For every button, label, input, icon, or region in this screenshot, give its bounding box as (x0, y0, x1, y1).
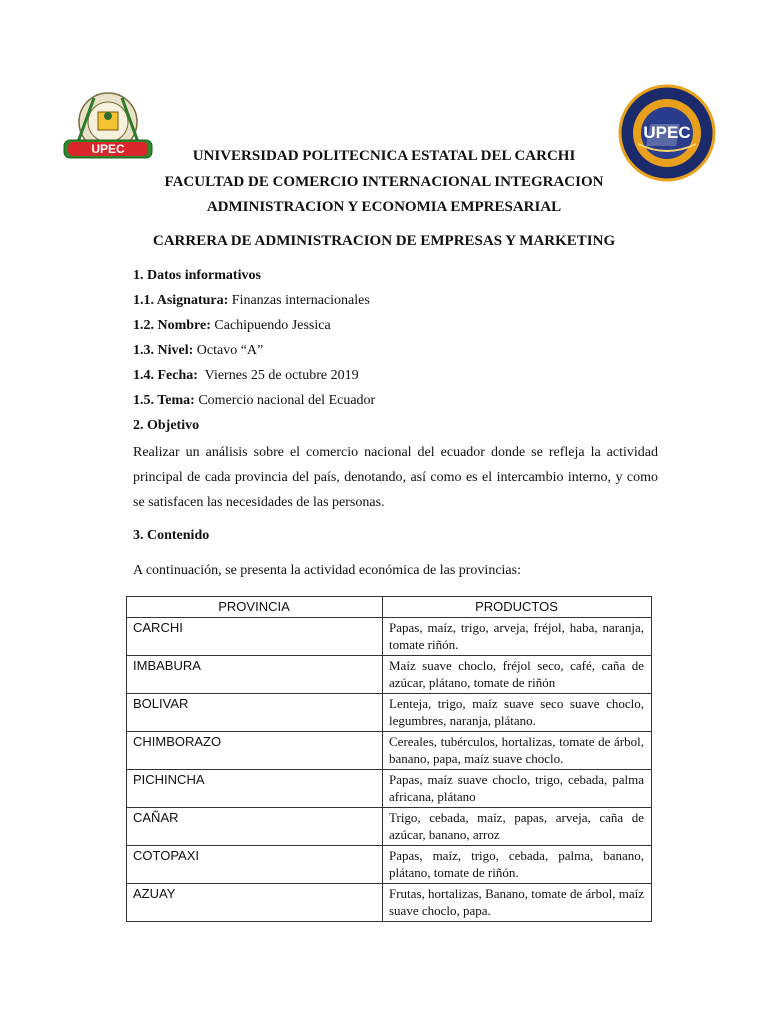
tema-value: Comercio nacional del Ecuador (194, 393, 376, 408)
table-row (127, 655, 652, 693)
fecha-label: 1.4. Fecha: (133, 368, 198, 383)
table-row (127, 845, 652, 883)
objetivo-title (133, 418, 199, 434)
province-cell: BOLIVAR (127, 693, 383, 731)
provinces-table (126, 596, 652, 922)
tema-line (133, 393, 375, 409)
tema-label: 1.5. Tema: (133, 393, 195, 408)
province-cell: CHIMBORAZO (127, 731, 383, 769)
career-title: CARRERA DE ADMINISTRACION DE EMPRESAS Y MARKETING (152, 233, 616, 249)
products-cell: Papas, maíz suave choclo, trigo, cebada, palma africana, plátano (383, 769, 652, 807)
province-cell: CAÑAR (127, 807, 383, 845)
products-cell: Papas, maíz, trigo, arveja, fréjol, haba, naranja, tomate riñón. (383, 617, 652, 655)
province-cell: PICHINCHA (127, 769, 383, 807)
province-cell: IMBABURA (127, 655, 383, 693)
faculty-title-cont: ADMINISTRACION Y ECONOMIA EMPRESARIAL (206, 199, 562, 215)
contenido-intro: A continuación, se presenta la actividad económica de las provincias: (133, 563, 521, 578)
province-cell: AZUAY (127, 883, 383, 921)
contenido-title (133, 528, 209, 544)
nombre-value: Cachipuendo Jessica (210, 318, 331, 333)
nombre-label: 1.2. Nombre: (133, 318, 211, 333)
objetivo-text: Realizar un análisis sobre el comercio nacional del ecuador donde se refleja la actividad principal de cada provincia del país, denotando, así como es el intercambio interno, y como se satisfacen las necesidades de las personas. (133, 445, 658, 510)
asignatura-label: 1.1. Asignatura: (133, 293, 229, 308)
nivel-line (133, 343, 263, 359)
section-info-heading: 1. Datos informativos (133, 268, 261, 283)
asignatura-value: Finanzas internacionales (228, 293, 370, 308)
products-cell: Cereales, tubérculos, hortalizas, tomate de árbol, banano, papa, maíz suave choclo. (383, 731, 652, 769)
fecha-value: Viernes 25 de octubre 2019 (197, 368, 359, 383)
fecha-line (133, 368, 359, 384)
nombre-line (133, 318, 331, 334)
table-row (127, 693, 652, 731)
province-cell: CARCHI (127, 617, 383, 655)
section-info-title (133, 268, 261, 284)
products-cell: Lenteja, trigo, maíz suave seco suave choclo, legumbres, naranja, plátano. (383, 693, 652, 731)
products-cell: Trigo, cebada, maíz, papas, arveja, caña de azúcar, banano, arroz (383, 807, 652, 845)
upec-faculty-seal-icon (618, 84, 716, 182)
upec-center-text: UPEC (643, 123, 691, 142)
faculty-title: FACULTAD DE COMERCIO INTERNACIONAL INTEGRACION (164, 174, 604, 190)
asignatura-line (133, 293, 370, 309)
table-row (127, 769, 652, 807)
objetivo-heading: 2. Objetivo (133, 418, 200, 433)
products-cell: Frutas, hortalizas, Banano, tomate de árbol, maíz suave choclo, papa. (383, 883, 652, 921)
table-row (127, 731, 652, 769)
products-cell: Papas, maíz, trigo, cebada, palma, banano, plátano, tomate de riñón. (383, 845, 652, 883)
table-row (127, 807, 652, 845)
header-provincia: PROVINCIA (127, 597, 383, 618)
products-cell: Maíz suave choclo, fréjol seco, café, caña de azúcar, plátano, tomate de riñón (383, 655, 652, 693)
table-header-row (127, 597, 652, 618)
nivel-value: Octavo “A” (193, 343, 264, 358)
upec-banner-text: UPEC (91, 142, 125, 156)
province-cell: COTOPAXI (127, 845, 383, 883)
nivel-label: 1.3. Nivel: (133, 343, 194, 358)
university-title: UNIVERSIDAD POLITECNICA ESTATAL DEL CARCHI (192, 148, 576, 164)
table-row (127, 617, 652, 655)
contenido-heading: 3. Contenido (133, 528, 210, 543)
header-productos: PRODUCTOS (383, 597, 652, 618)
table-row (127, 883, 652, 921)
